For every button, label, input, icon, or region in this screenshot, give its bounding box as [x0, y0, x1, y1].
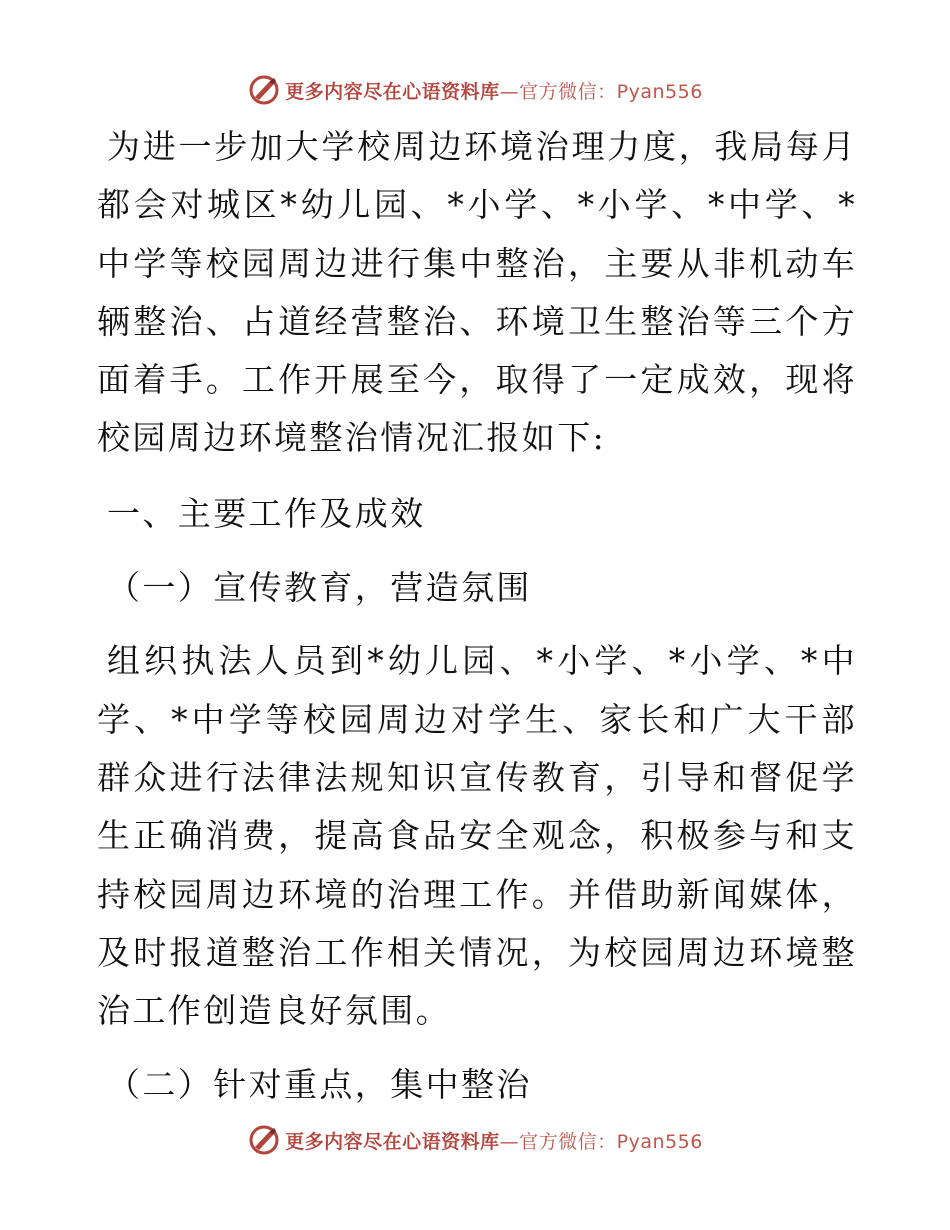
footer-banner-text — [285, 1127, 703, 1154]
footer-banner-title: 更多内容尽在心语资料库 — [285, 1130, 500, 1153]
header-banner-text — [285, 77, 703, 104]
subsection-heading-focused-rectification: （二）针对重点，集中整治 — [107, 1065, 532, 1105]
document-body — [97, 118, 857, 1115]
brush-pen-logo-icon — [247, 73, 281, 107]
section-heading-main-work: 一、主要工作及成效 — [107, 493, 426, 533]
footer-banner — [0, 1120, 950, 1160]
footer-banner-wechat: —官方微信：Pyan556 — [499, 1130, 703, 1153]
publicity-paragraph: 组织执法人员到*幼儿园、*小学、*小学、*中学、*中学等校园周边对学生、家长和广大干部群众进行法律法规知识宣传教育，引导和督促学生正确消费，提高食品安全观念，积极参与和支持校园周边环境的治理工作。并借助新闻媒体，及时报道整治工作相关情况，为校园周边环境整治工作创造良好氛围。 — [97, 641, 857, 1031]
header-banner-title: 更多内容尽在心语资料库 — [285, 80, 500, 103]
header-banner-wechat: —官方微信：Pyan556 — [499, 80, 703, 103]
brush-pen-logo-icon — [247, 1123, 281, 1157]
intro-paragraph: 为进一步加大学校周边环境治理力度，我局每月都会对城区*幼儿园、*小学、*小学、*中学、*中学等校园周边进行集中整治，主要从非机动车辆整治、占道经营整治、环境卫生整治等三个方面着手。工作开展至今，取得了一定成效，现将校园周边环境整治情况汇报如下: — [97, 127, 857, 458]
subsection-heading-publicity: （一）宣传教育，营造氛围 — [107, 568, 532, 608]
header-banner — [0, 70, 950, 110]
